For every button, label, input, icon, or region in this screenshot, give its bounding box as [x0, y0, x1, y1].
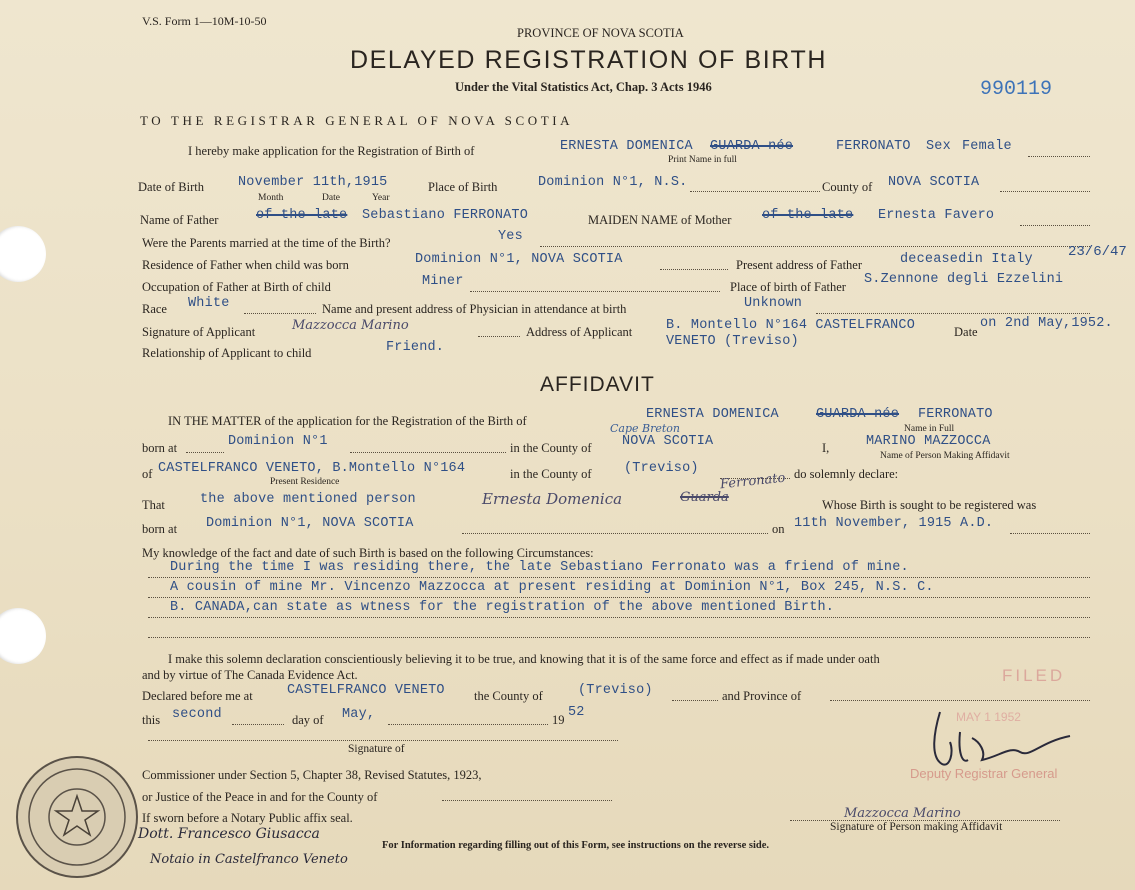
this-label: this	[142, 713, 161, 727]
year-value: 52	[568, 705, 585, 720]
person-hint: Name of Person Making Affidavit	[880, 451, 1010, 461]
dotted-line	[388, 724, 548, 725]
matter-label: IN THE MATTER of the application for the Registration of the Birth of	[168, 414, 527, 428]
dotted-line	[830, 700, 1090, 701]
dotted-line	[244, 313, 316, 314]
father-label: Name of Father	[140, 213, 219, 227]
born-at-label: born at	[142, 441, 178, 455]
dotted-line	[478, 336, 520, 337]
dotted-line	[1010, 533, 1090, 534]
sex-value: Female	[962, 139, 1012, 154]
solemn-line-1: I make this solemn declaration conscientiously believing it to be true, and knowing that it is of the same force and effect as if made under oath	[168, 652, 880, 666]
signature-of-label: Signature of	[348, 743, 405, 755]
pob-label: Place of Birth	[428, 180, 498, 194]
race-value: White	[188, 296, 230, 311]
dotted-line	[148, 597, 1090, 598]
date-value: on 2nd May,1952.	[980, 316, 1113, 331]
dotted-line	[470, 291, 720, 292]
born-at2-label: born at	[142, 522, 178, 536]
present-address-label: Present address of Father	[736, 258, 863, 272]
residence-father-label: Residence of Father when child was born	[142, 258, 349, 272]
residence-hint: Present Residence	[270, 477, 340, 487]
residence-father-value: Dominion N°1, NOVA SCOTIA	[415, 252, 623, 267]
address-applicant-value-1: B. Montello N°164 CASTELFRANCO	[666, 318, 916, 333]
that-label: That	[142, 498, 165, 512]
dotted-line	[1020, 225, 1090, 226]
notary-signature-line-2: Notaio in Castelfranco Veneto	[150, 852, 348, 867]
year-prefix: 19	[552, 713, 565, 727]
married-label: Were the Parents married at the time of the Birth?	[142, 236, 391, 250]
child-name-part1: ERNESTA DOMENICA	[560, 139, 693, 154]
that-hand-struck: Guarda	[680, 490, 729, 505]
affidavit-signature-label: Signature of Person making Affidavit	[830, 821, 1003, 833]
dotted-line	[672, 700, 718, 701]
print-name-hint: Print Name in full	[668, 155, 737, 165]
present-address-value: deceasedin Italy	[900, 252, 1033, 267]
dotted-line	[1000, 191, 1090, 192]
i-label: I,	[822, 441, 830, 455]
solemn-line-2: and by virtue of The Canada Evidence Act.	[142, 668, 358, 682]
circumstance-line-2: A cousin of mine Mr. Vincenzo Mazzocca at present residing at Dominion N°1, Box 245, N.S. C.	[170, 580, 934, 595]
form-id: V.S. Form 1—10M-10-50	[142, 14, 267, 28]
affidavit-signature-value: Mazzocca Marino	[844, 806, 961, 821]
circumstance-line-3: B. CANADA,can state as wtness for the registration of the above mentioned Birth.	[170, 600, 835, 615]
notary-signature-line-1: Dott. Francesco Giusacca	[138, 826, 320, 842]
dotted-line	[1028, 156, 1090, 157]
mother-struck: of the late	[762, 208, 854, 223]
this-value: second	[172, 707, 222, 722]
physician-label: Name and present address of Physician in attendance at birth	[322, 302, 627, 316]
declare-label: do solemnly declare:	[794, 467, 899, 481]
name-in-full-hint: Name in Full	[904, 424, 955, 434]
dotted-line	[148, 740, 618, 741]
justice-label: or Justice of the Peace in and for the County of	[142, 790, 378, 804]
on-value: 11th November, 1915 A.D.	[794, 516, 994, 531]
dotted-line	[148, 577, 1090, 578]
affidavit-county-value: NOVA SCOTIA	[622, 434, 714, 449]
to-registrar-line: TO THE REGISTRAR GENERAL OF NOVA SCOTIA	[140, 113, 574, 128]
dotted-line	[350, 452, 506, 453]
pob-value: Dominion N°1, N.S.	[538, 175, 688, 190]
county2-label: in the County of	[510, 467, 592, 481]
born-at-value: Dominion N°1	[228, 434, 328, 449]
declared-label: Declared before me at	[142, 689, 253, 703]
dotted-line	[186, 452, 224, 453]
county-label: County of	[822, 180, 873, 194]
month-hint: Month	[258, 193, 284, 203]
signature-applicant-value: Mazzocca Marino	[292, 318, 409, 333]
mother-value: Ernesta Favero	[878, 208, 995, 223]
footer-note: For Information regarding filling out of this Form, see instructions on the reverse side.	[382, 840, 770, 851]
whose-label: Whose Birth is sought to be registered was	[822, 498, 1037, 512]
father-value: Sebastiano FERRONATO	[362, 208, 529, 223]
date-hint: Date	[322, 193, 340, 203]
dotted-line	[148, 617, 1090, 618]
application-intro-label: I hereby make application for the Registration of Birth of	[188, 144, 475, 158]
relationship-label: Relationship of Applicant to child	[142, 346, 312, 360]
day-label: day of	[292, 713, 324, 727]
on-label: on	[772, 522, 785, 536]
relationship-value: Friend.	[386, 340, 445, 355]
in-county-label: in the County of	[510, 441, 592, 455]
physician-value: Unknown	[744, 296, 803, 311]
dotted-line	[148, 637, 1090, 638]
dotted-line	[232, 724, 284, 725]
pob-father-value: S.Zennone degli Ezzelini	[864, 272, 1064, 287]
dob-value: November 11th,1915	[238, 175, 388, 190]
address-applicant-value-2: VENETO (Treviso)	[666, 334, 799, 349]
mother-label: MAIDEN NAME of Mother	[588, 213, 732, 227]
county-insert: Cape Breton	[610, 422, 681, 435]
dotted-line	[462, 533, 768, 534]
knowledge-label: My knowledge of the fact and date of such Birth is based on the following Circumstances:	[142, 546, 594, 560]
pob-father-label: Place of birth of Father	[730, 280, 846, 294]
registration-number: 990119	[980, 78, 1053, 101]
page-title: DELAYED REGISTRATION OF BIRTH	[350, 46, 828, 74]
stamp-date: MAY 1 1952	[956, 710, 1021, 724]
matter-struck: GUARDA née	[816, 407, 900, 422]
dotted-line	[660, 269, 728, 270]
year-hint: Year	[372, 193, 390, 203]
born-at2-value: Dominion N°1, NOVA SCOTIA	[206, 516, 414, 531]
present-address-date: 23/6/47	[1068, 244, 1127, 260]
occupation-label: Occupation of Father at Birth of child	[142, 280, 331, 294]
that-hand-insert: Ferronato	[719, 470, 787, 493]
father-struck: of the late	[256, 208, 348, 223]
notary-seal	[12, 752, 142, 882]
declared-county-value: (Treviso)	[578, 683, 653, 698]
deputy-registrar-label: Deputy Registrar General	[910, 766, 1058, 781]
person-value: MARINO MAZZOCCA	[866, 434, 991, 449]
signature-applicant-label: Signature of Applicant	[142, 325, 256, 339]
matter-value-1: ERNESTA DOMENICA	[646, 407, 779, 422]
page-subtitle: Under the Vital Statistics Act, Chap. 3 Acts 1946	[455, 80, 712, 94]
of-label: of	[142, 467, 153, 481]
province-heading: PROVINCE OF NOVA SCOTIA	[517, 26, 684, 40]
matter-value-2: FERRONATO	[918, 407, 993, 422]
married-value: Yes	[498, 229, 523, 244]
child-name-struck: GUARDA née	[710, 139, 794, 154]
dob-label: Date of Birth	[138, 180, 204, 194]
declared-county-label: the County of	[474, 689, 543, 703]
province-label: and Province of	[722, 689, 802, 703]
filed-stamp: FILED	[1002, 666, 1066, 685]
punch-hole-top	[0, 226, 46, 282]
that-value: the above mentioned person	[200, 492, 416, 507]
commissioner-label: Commissioner under Section 5, Chapter 38, Revised Statutes, 1923,	[142, 768, 482, 782]
circumstance-line-1: During the time I was residing there, the late Sebastiano Ferronato was a friend of mine.	[170, 560, 909, 575]
punch-hole-bottom	[0, 608, 46, 664]
race-label: Race	[142, 302, 167, 316]
date-label: Date	[954, 325, 978, 339]
dotted-line	[442, 800, 612, 801]
occupation-value: Miner	[422, 274, 464, 289]
dotted-line	[816, 313, 1090, 314]
month-value: May,	[342, 707, 376, 722]
child-name-part2: FERRONATO	[836, 139, 911, 154]
residence-value: CASTELFRANCO VENETO, B.Montello N°164	[158, 461, 466, 476]
dotted-line	[690, 191, 820, 192]
notary-label: If sworn before a Notary Public affix seal.	[142, 811, 353, 825]
affidavit-heading: AFFIDAVIT	[540, 373, 655, 396]
declared-value: CASTELFRANCO VENETO	[287, 683, 445, 698]
that-hand-name: Ernesta Domenica	[482, 490, 623, 508]
county2-value: (Treviso)	[624, 461, 699, 476]
county-value: NOVA SCOTIA	[888, 175, 980, 190]
dotted-line	[540, 246, 1090, 247]
sex-label: Sex	[926, 139, 951, 154]
address-applicant-label: Address of Applicant	[526, 325, 633, 339]
